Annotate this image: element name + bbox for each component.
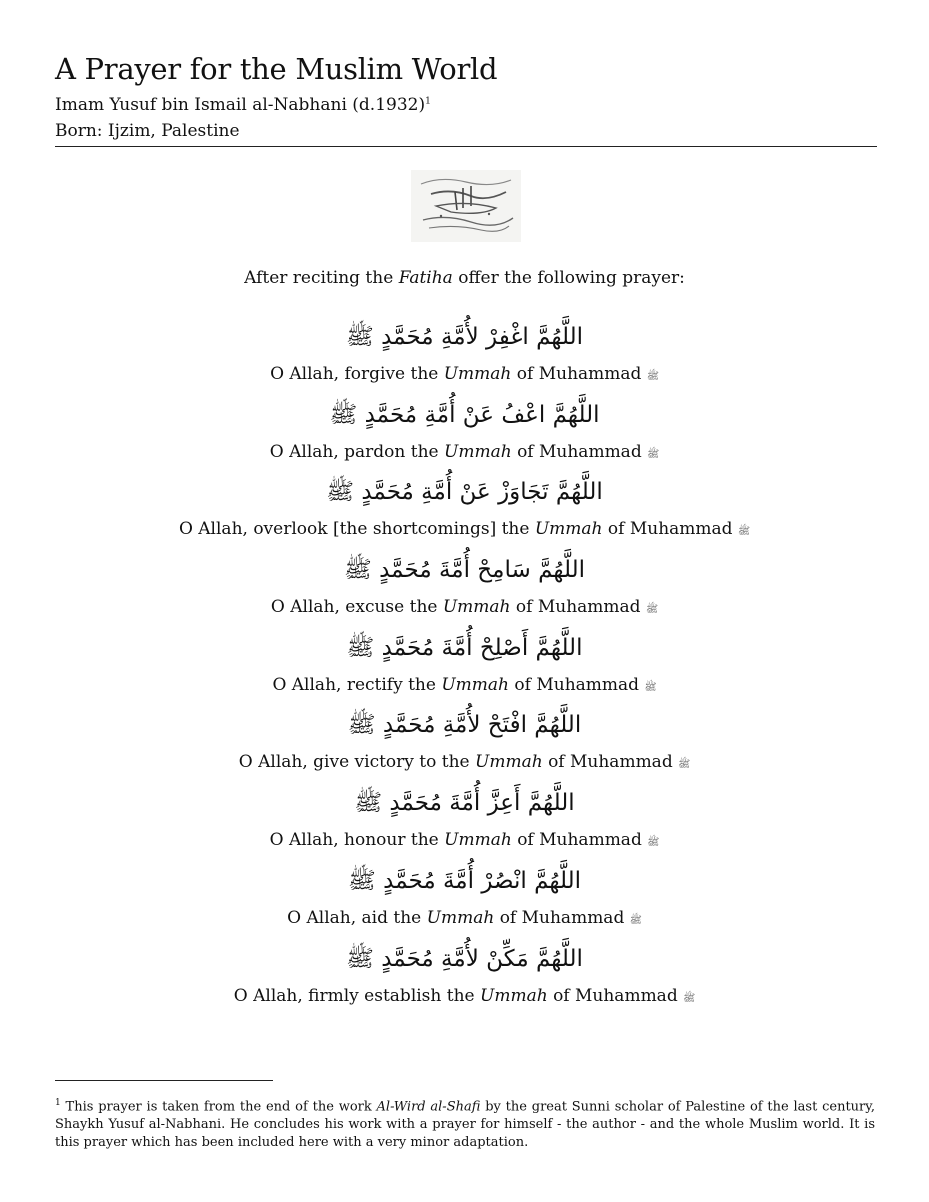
prayer-item xyxy=(0,626,929,704)
salutation-symbol: ﷺ xyxy=(683,992,696,1004)
intro-text: After reciting the Fatiha offer the following prayer: xyxy=(244,268,685,288)
prayer-arabic: اللَّهُمَّ افْتَحْ لأُمَّةِ مُحَمَّدٍ ﷺ xyxy=(347,712,582,739)
calligraphy-image xyxy=(411,170,521,242)
birthplace-line: Born: Ijzim, Palestine xyxy=(55,121,240,141)
prayer-translation: O Allah, honour the Ummah of Muhammad ﷺ xyxy=(269,830,660,851)
author-name: Imam Yusuf bin Ismail al-Nabhani (d.1932) xyxy=(55,95,426,115)
prayer-translation: O Allah, overlook [the shortcomings] the Ummah of Muhammad ﷺ xyxy=(178,519,751,540)
prayer-arabic: اللَّهُمَّ أَصْلِحْ أُمَّةَ مُحَمَّدٍ ﷺ xyxy=(346,634,583,661)
salutation-symbol: ﷺ xyxy=(346,945,374,972)
prayer-translation: O Allah, give victory to the Ummah of Muhammad ﷺ xyxy=(238,752,691,773)
salutation-symbol: ﷺ xyxy=(354,790,383,817)
prayer-item xyxy=(0,470,929,548)
salutation-symbol: ﷺ xyxy=(347,712,376,739)
page-title: A Prayer for the Muslim World xyxy=(55,52,498,86)
prayer-arabic: اللَّهُمَّ تَجَاوَزْ عَنْ أُمَّةِ مُحَمَّدٍ ﷺ xyxy=(326,479,603,506)
salutation-symbol: ﷺ xyxy=(346,634,375,661)
prayer-translation: O Allah, aid the Ummah of Muhammad ﷺ xyxy=(287,907,642,928)
prayer-translation: O Allah, rectify the Ummah of Muhammad ﷺ xyxy=(272,674,657,695)
prayer-translation: O Allah, firmly establish the Ummah of Muhammad ﷺ xyxy=(233,985,696,1006)
prayer-list xyxy=(0,315,929,1014)
salutation-symbol: ﷺ xyxy=(646,371,659,382)
prayer-arabic: اللَّهُمَّ سَامِحْ أُمَّةَ مُحَمَّدٍ ﷺ xyxy=(344,557,585,584)
footnote-divider xyxy=(55,1080,273,1081)
prayer-item xyxy=(0,393,929,471)
prayer-arabic: اللَّهُمَّ اغْفِرْ لأُمَّةِ مُحَمَّدٍ ﷺ xyxy=(345,324,583,350)
salutation-symbol: ﷺ xyxy=(345,324,374,350)
prayer-item xyxy=(0,859,929,937)
footnote: $^1$ This prayer is taken from the end of the work Al-Wird al-Shafi by the great Sunni scholar of Palestine of the last century, Shaykh Yusuf al-Nabhani. He concludes his work with a prayer for himself - the author - and the whole Muslim world. It is this prayer which has been included here with a very minor adaptation. xyxy=(55,1098,875,1151)
salutation-symbol: ﷺ xyxy=(678,759,691,771)
prayer-translation: O Allah, forgive the Ummah of Muhammad ﷺ xyxy=(270,364,659,384)
prayer-translation: O Allah, pardon the Ummah of Muhammad ﷺ xyxy=(269,441,660,462)
salutation-symbol: ﷺ xyxy=(644,681,657,693)
salutation-symbol: ﷺ xyxy=(737,526,751,538)
prayer-arabic: اللَّهُمَّ أَعِزَّ أُمَّةَ مُحَمَّدٍ ﷺ xyxy=(354,790,575,817)
footnote-marker[interactable]: 1 xyxy=(425,96,431,107)
prayer-item xyxy=(0,703,929,781)
prayer-arabic: اللَّهُمَّ انْصُرْ أُمَّةَ مُحَمَّدٍ ﷺ xyxy=(348,867,581,894)
salutation-symbol: ﷺ xyxy=(344,557,372,584)
salutation-symbol: ﷺ xyxy=(647,448,660,460)
prayer-item xyxy=(0,315,929,393)
prayer-item xyxy=(0,781,929,859)
salutation-symbol: ﷺ xyxy=(647,837,660,849)
prayer-translation: O Allah, excuse the Ummah of Muhammad ﷺ xyxy=(270,597,659,618)
salutation-symbol: ﷺ xyxy=(348,867,376,894)
prayer-item xyxy=(0,937,929,1015)
salutation-symbol: ﷺ xyxy=(329,401,358,428)
salutation-symbol: ﷺ xyxy=(629,914,642,926)
salutation-symbol: ﷺ xyxy=(326,479,355,506)
author-line xyxy=(55,95,431,115)
prayer-item xyxy=(0,548,929,626)
prayer-arabic: اللَّهُمَّ مَكِّنْ لأُمَّةِ مُحَمَّدٍ ﷺ xyxy=(346,945,583,972)
prayer-arabic: اللَّهُمَّ اعْفُ عَنْ أُمَّةِ مُحَمَّدٍ ﷺ xyxy=(329,401,600,428)
salutation-symbol: ﷺ xyxy=(645,604,659,616)
header-divider xyxy=(55,146,877,147)
